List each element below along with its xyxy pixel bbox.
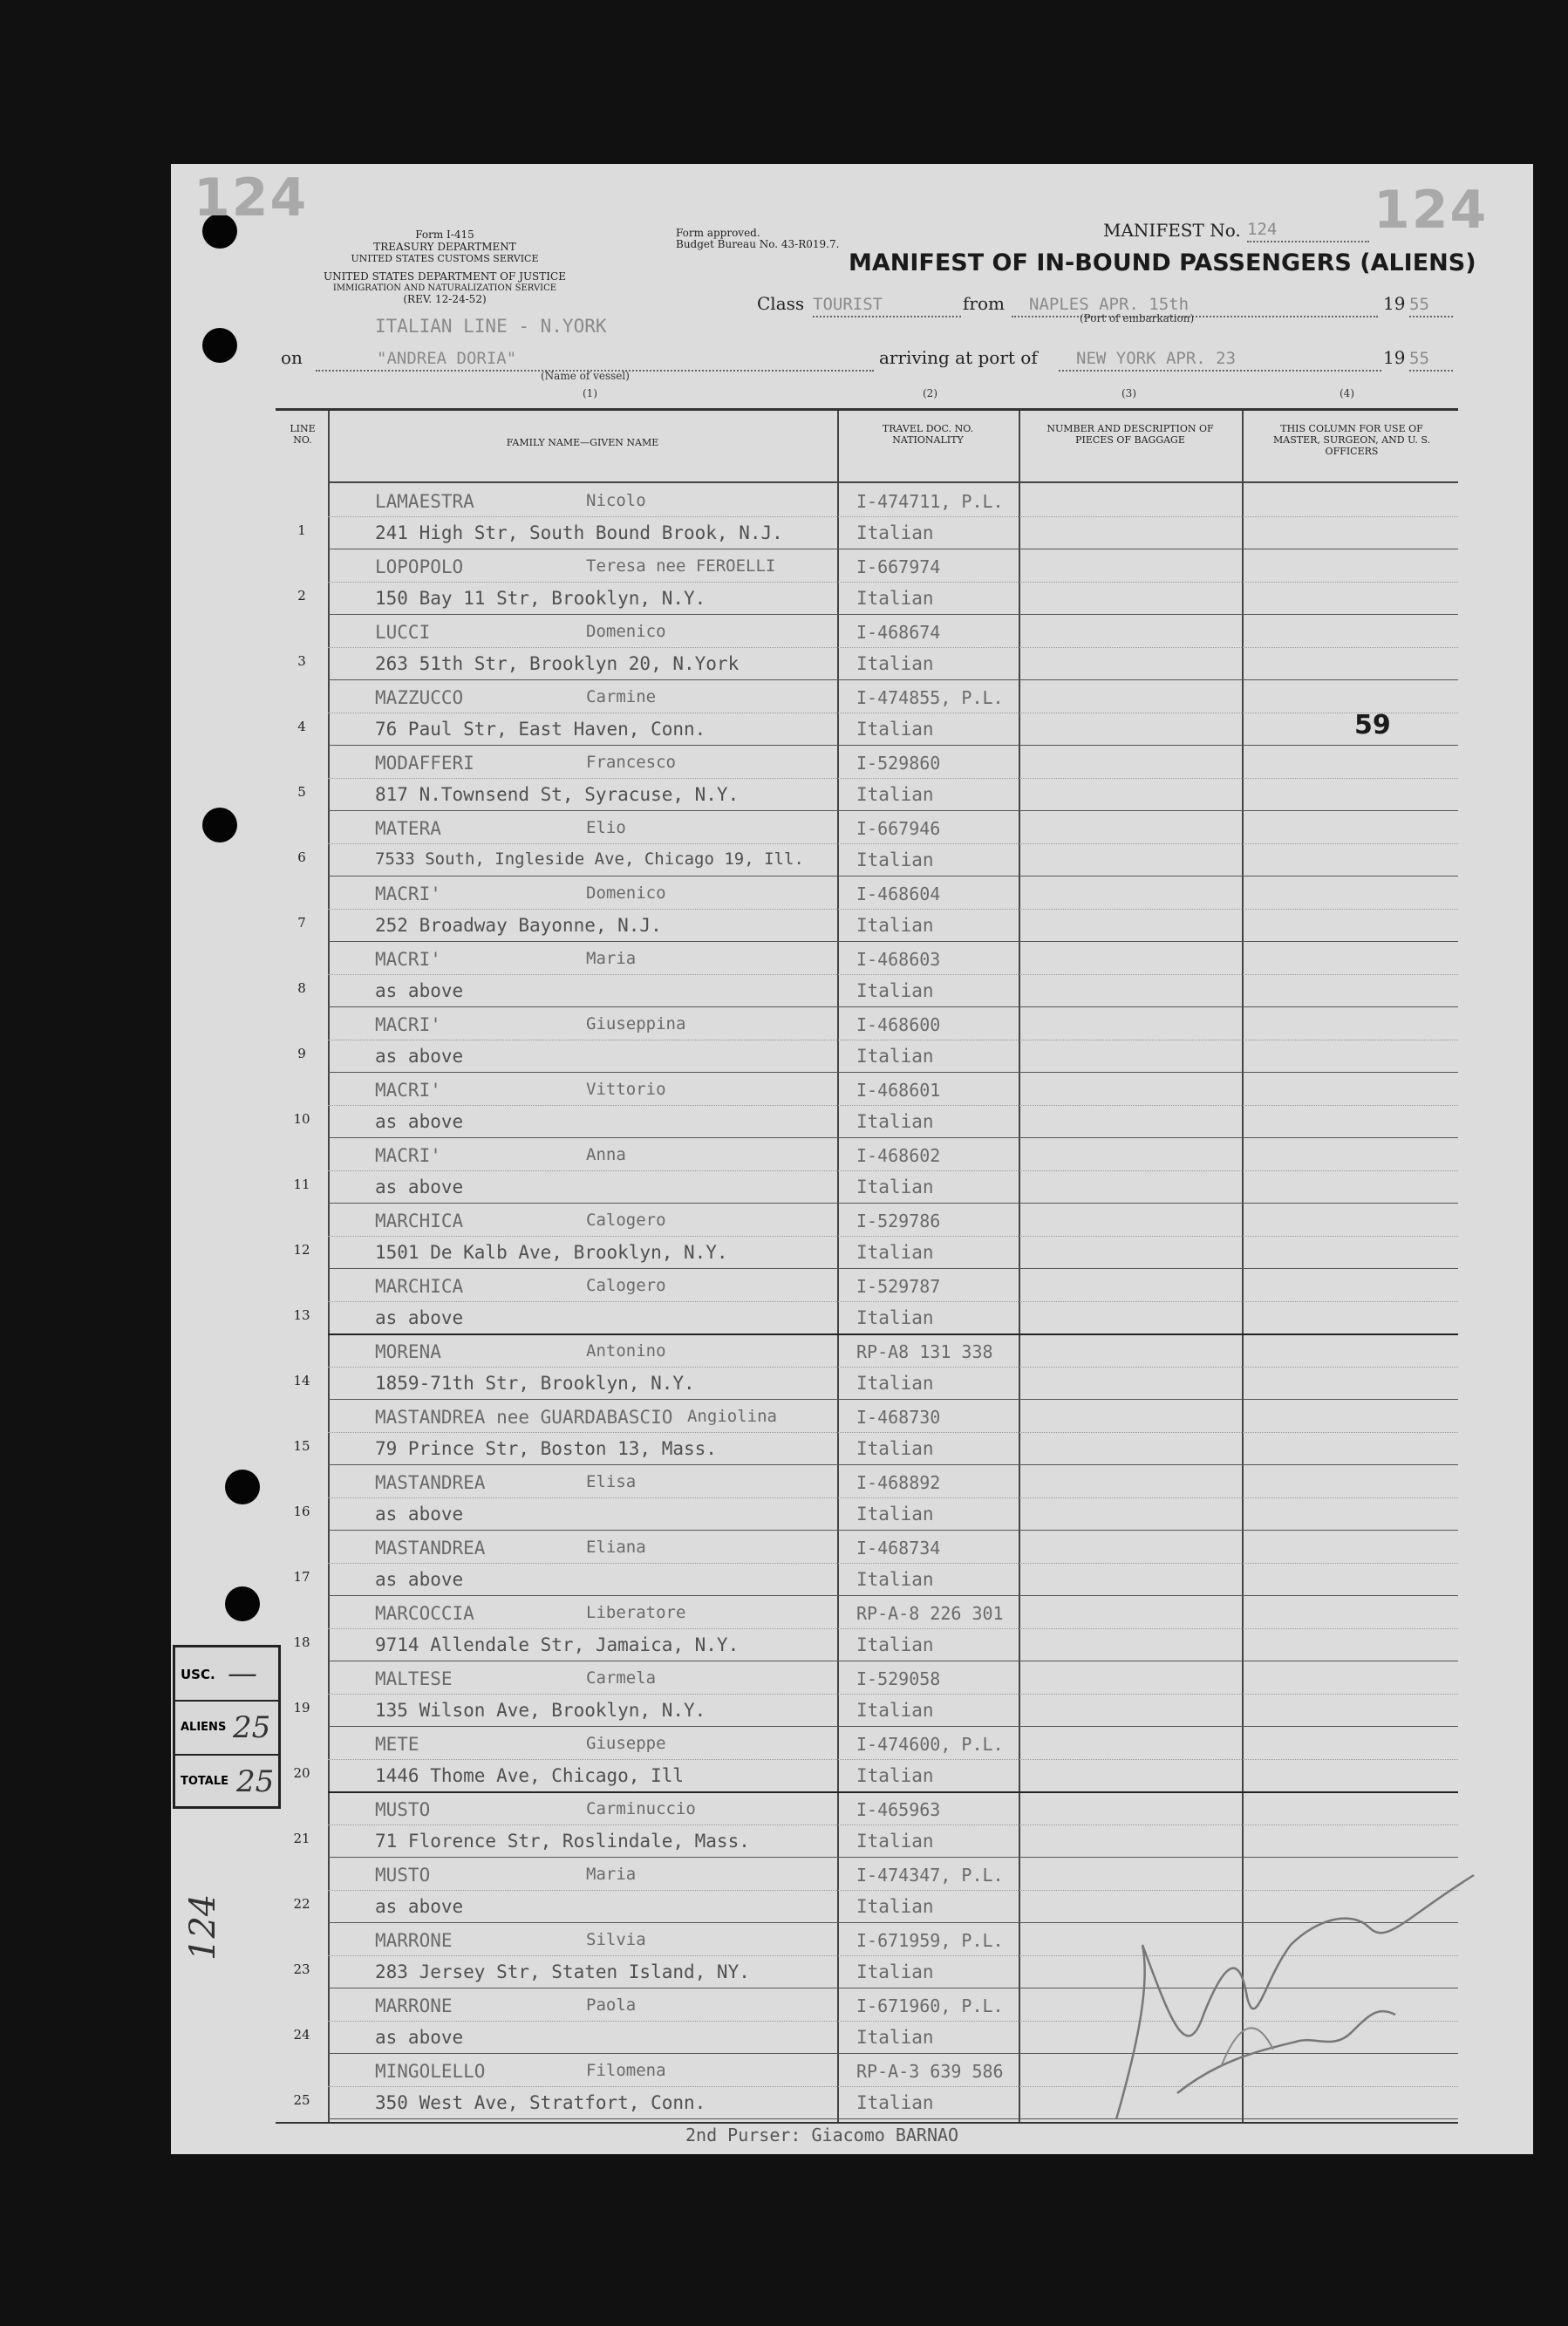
travel-doc-number: I-468600 — [856, 1014, 941, 1035]
line-number: 8 — [297, 980, 306, 996]
given-name: Giuseppe — [586, 1734, 666, 1753]
travel-doc-number: I-474347, P.L. — [856, 1865, 1004, 1886]
address: 1501 De Kalb Ave, Brooklyn, N.Y. — [375, 1242, 728, 1263]
nationality: Italian — [856, 1177, 934, 1197]
family-name: MASTANDREA — [375, 1472, 486, 1493]
manifest-title: MANIFEST OF IN-BOUND PASSENGERS (ALIENS) — [849, 249, 1476, 276]
nationality: Italian — [856, 1373, 934, 1394]
table-row — [276, 877, 1458, 942]
table-row — [276, 1531, 1458, 1596]
row-guide — [328, 1628, 1458, 1629]
line-number: 18 — [293, 1634, 310, 1650]
from-label: from — [963, 293, 1005, 314]
line-number: 23 — [293, 1961, 310, 1977]
family-name: MAZZUCCO — [375, 687, 464, 708]
family-name: MARCOCCIA — [375, 1603, 474, 1624]
family-name: MUSTO — [375, 1799, 431, 1820]
family-name: LOPOPOLO — [375, 556, 464, 577]
address: 1859-71th Str, Brooklyn, N.Y. — [375, 1373, 695, 1394]
given-name: Maria — [586, 1865, 637, 1884]
table-row — [276, 615, 1458, 680]
header-travel-doc: TRAVEL DOC. NO. NATIONALITY — [882, 423, 974, 446]
nationality: Italian — [856, 522, 934, 543]
address: 252 Broadway Bayonne, N.J. — [375, 915, 662, 936]
nationality: Italian — [856, 1569, 934, 1590]
nationality: Italian — [856, 1046, 934, 1067]
line-number: 1 — [297, 522, 306, 538]
travel-doc-number: I-474600, P.L. — [856, 1734, 1004, 1755]
address: 7533 South, Ingleside Ave, Chicago 19, Ill. — [375, 849, 804, 869]
nationality: Italian — [856, 1896, 934, 1917]
travel-doc-number: I-529860 — [856, 753, 941, 774]
table-row — [276, 484, 1458, 549]
nationality: Italian — [856, 1307, 934, 1328]
line-number: 12 — [293, 1242, 310, 1258]
family-name: MORENA — [375, 1341, 441, 1362]
manifest-number-field — [1247, 220, 1369, 242]
row-guide — [328, 843, 1458, 844]
from-field — [1012, 295, 1378, 317]
column-number-1: (1) — [583, 387, 597, 399]
treasury-department: TREASURY DEPARTMENT — [373, 241, 516, 253]
address: 350 West Ave, Stratfort, Conn. — [375, 2092, 706, 2113]
table-row — [276, 1334, 1458, 1400]
nationality: Italian — [856, 1111, 934, 1132]
family-name: MACRI' — [375, 949, 441, 970]
stamp-number-right: 124 — [1374, 180, 1489, 241]
travel-doc-number: I-468602 — [856, 1145, 941, 1166]
line-number: 11 — [293, 1177, 310, 1192]
address: 1446 Thome Ave, Chicago, Ill — [375, 1765, 685, 1786]
family-name: MODAFFERI — [375, 753, 474, 774]
row-guide — [328, 1301, 1458, 1302]
nationality: Italian — [856, 588, 934, 609]
row-guide — [328, 974, 1458, 975]
customs-service: UNITED STATES CUSTOMS SERVICE — [351, 253, 539, 264]
form-approved: Form approved. — [676, 227, 760, 239]
from-value: NAPLES APR. 15th — [1029, 295, 1190, 314]
line-number: 21 — [293, 1831, 310, 1846]
line-number: 17 — [293, 1569, 310, 1585]
table-row — [276, 1596, 1458, 1661]
family-name: MATERA — [375, 818, 441, 839]
nationality: Italian — [856, 1700, 934, 1721]
address: as above — [375, 1111, 464, 1132]
nationality: Italian — [856, 2027, 934, 2048]
aliens-label: ALIENS — [181, 1721, 227, 1734]
vessel-value: "ANDREA DORIA" — [377, 349, 517, 368]
travel-doc-number: I-468730 — [856, 1407, 941, 1428]
given-name: Paola — [586, 1995, 637, 2015]
travel-doc-number: I-465963 — [856, 1799, 941, 1820]
punch-hole — [225, 1470, 260, 1504]
address: as above — [375, 980, 464, 1001]
address: as above — [375, 1307, 464, 1328]
table-row — [276, 811, 1458, 877]
aliens-row — [175, 1702, 278, 1756]
inspector-signature — [1090, 1840, 1483, 2137]
line-number: 4 — [297, 719, 306, 734]
row-guide — [328, 1432, 1458, 1433]
class-field — [813, 295, 961, 317]
family-name: MINGOLELLO — [375, 2061, 486, 2082]
address: as above — [375, 1177, 464, 1197]
on-label: on — [281, 347, 303, 368]
header-officers: THIS COLUMN FOR USE OF MASTER, SURGEON, AND U. S. OFFICERS — [1272, 423, 1430, 457]
family-name: MASTANDREA — [375, 1538, 486, 1559]
given-name: Angiolina — [687, 1407, 777, 1426]
nationality: Italian — [856, 1765, 934, 1786]
family-name: MASTANDREA nee GUARDABASCIO — [375, 1407, 673, 1428]
year-field — [1409, 295, 1453, 317]
family-name: MARCHICA — [375, 1211, 464, 1231]
given-name: Giuseppina — [586, 1014, 686, 1033]
address: 150 Bay 11 Str, Brooklyn, N.Y. — [375, 588, 706, 609]
travel-doc-number: I-468604 — [856, 883, 941, 904]
travel-doc-number: I-529786 — [856, 1211, 941, 1231]
class-value: TOURIST — [813, 295, 883, 314]
travel-doc-number: I-474711, P.L. — [856, 491, 1004, 512]
row-guide — [328, 1759, 1458, 1760]
nationality: Italian — [856, 1242, 934, 1263]
given-name: Calogero — [586, 1276, 666, 1295]
manifest-number-label: MANIFEST No. — [1103, 220, 1241, 241]
address: 241 High Str, South Bound Brook, N.J. — [375, 522, 783, 543]
given-name: Maria — [586, 949, 637, 968]
travel-doc-number: I-468734 — [856, 1538, 941, 1559]
line-number: 15 — [293, 1438, 310, 1454]
row-guide — [328, 909, 1458, 910]
address: as above — [375, 1896, 464, 1917]
travel-doc-number: I-667946 — [856, 818, 941, 839]
nationality: Italian — [856, 653, 934, 674]
given-name: Nicolo — [586, 491, 646, 510]
travel-doc-number: I-529058 — [856, 1668, 941, 1689]
travel-doc-number: I-474855, P.L. — [856, 687, 1004, 708]
line-number: 19 — [293, 1700, 310, 1716]
row-guide — [328, 1367, 1458, 1368]
punch-hole — [202, 328, 237, 363]
line-number: 10 — [293, 1111, 310, 1127]
nationality: Italian — [856, 1504, 934, 1525]
header-family-name: FAMILY NAME—GIVEN NAME — [506, 437, 659, 448]
family-name: LAMAESTRA — [375, 491, 474, 512]
table-row — [276, 1269, 1458, 1334]
column-number-4: (4) — [1340, 387, 1354, 399]
family-name: LUCCI — [375, 622, 431, 643]
address: 71 Florence Str, Roslindale, Mass. — [375, 1831, 750, 1852]
travel-doc-number: I-667974 — [856, 556, 941, 577]
family-name: MACRI' — [375, 1014, 441, 1035]
line-number: 22 — [293, 1896, 310, 1912]
address: 135 Wilson Ave, Brooklyn, N.Y. — [375, 1700, 706, 1721]
nationality: Italian — [856, 719, 934, 740]
address: as above — [375, 2027, 464, 2048]
punch-hole — [202, 808, 237, 842]
line-number: 5 — [297, 784, 306, 800]
line-number: 2 — [297, 588, 306, 604]
given-name: Francesco — [586, 753, 676, 772]
form-number: Form I-415 — [415, 229, 474, 241]
travel-doc-number: RP-A-3 639 586 — [856, 2061, 1004, 2082]
header-baggage: NUMBER AND DESCRIPTION OF PIECES OF BAGGAGE — [1046, 423, 1214, 446]
given-name: Vittorio — [586, 1080, 666, 1099]
nationality: Italian — [856, 915, 934, 936]
table-row — [276, 1204, 1458, 1269]
table-row — [276, 1661, 1458, 1727]
line-number: 20 — [293, 1765, 310, 1781]
given-name: Anna — [586, 1145, 626, 1164]
totals-box — [173, 1645, 281, 1809]
family-name: MUSTO — [375, 1865, 431, 1886]
table-row — [276, 942, 1458, 1007]
given-name: Elio — [586, 818, 626, 837]
header-rule — [328, 481, 1458, 483]
given-name: Elisa — [586, 1472, 637, 1491]
nationality: Italian — [856, 849, 934, 870]
row-guide — [328, 778, 1458, 779]
table-row — [276, 1465, 1458, 1531]
manifest-number-value: 124 — [1247, 220, 1278, 239]
year-label: 19 — [1383, 293, 1406, 314]
family-name: MACRI' — [375, 1145, 441, 1166]
nationality: Italian — [856, 784, 934, 805]
year2-value: 55 — [1409, 349, 1429, 368]
family-name: MACRI' — [375, 883, 441, 904]
family-name: METE — [375, 1734, 419, 1755]
table-row — [276, 1073, 1458, 1138]
travel-doc-number: I-671959, P.L. — [856, 1930, 1004, 1951]
address: 283 Jersey Str, Staten Island, NY. — [375, 1961, 750, 1982]
family-name: MARRONE — [375, 1995, 453, 2016]
travel-doc-number: I-468892 — [856, 1472, 941, 1493]
purser-signature-line: 2nd Purser: Giacomo BARNAO — [685, 2125, 959, 2145]
row-guide — [328, 516, 1458, 517]
given-name: Liberatore — [586, 1603, 686, 1622]
given-name: Carminuccio — [586, 1799, 696, 1818]
arriving-field — [1059, 349, 1381, 372]
punch-hole — [225, 1586, 260, 1621]
given-name: Teresa nee FEROELLI — [586, 556, 776, 576]
row-guide — [328, 1694, 1458, 1695]
address: 79 Prince Str, Boston 13, Mass. — [375, 1438, 717, 1459]
line-name: ITALIAN LINE - N.YORK — [375, 316, 607, 337]
given-name: Silvia — [586, 1930, 646, 1949]
travel-doc-number: I-468603 — [856, 949, 941, 970]
family-name: MARCHICA — [375, 1276, 464, 1297]
line-number: 25 — [293, 2092, 310, 2108]
usc-value: — — [228, 1656, 257, 1691]
header-line-no: LINE NO. — [290, 423, 316, 446]
given-name: Domenico — [586, 622, 666, 641]
travel-doc-number: RP-A-8 226 301 — [856, 1603, 1004, 1624]
department-of-justice: UNITED STATES DEPARTMENT OF JUSTICE — [324, 270, 566, 283]
budget-bureau: Budget Bureau No. 43-R019.7. — [676, 238, 840, 250]
officer-note: 59 — [1354, 710, 1391, 740]
stamp-number-left: 124 — [194, 167, 309, 229]
class-label: Class — [757, 293, 805, 314]
line-number: 16 — [293, 1504, 310, 1519]
arriving-value: NEW YORK APR. 23 — [1076, 349, 1237, 368]
row-guide — [328, 1170, 1458, 1171]
row-guide — [328, 647, 1458, 648]
address: as above — [375, 1046, 464, 1067]
nationality: Italian — [856, 1634, 934, 1655]
row-guide — [328, 1497, 1458, 1498]
table-row — [276, 680, 1458, 746]
table-row — [276, 549, 1458, 615]
address: 817 N.Townsend St, Syracuse, N.Y. — [375, 784, 740, 805]
arriving-label: arriving at port of — [879, 347, 1038, 368]
total-row — [175, 1756, 278, 1808]
family-name: MARRONE — [375, 1930, 453, 1951]
nationality: Italian — [856, 2092, 934, 2113]
given-name: Eliana — [586, 1538, 646, 1557]
line-number: 9 — [297, 1046, 306, 1061]
family-name: MALTESE — [375, 1668, 453, 1689]
nationality: Italian — [856, 980, 934, 1001]
column-number-2: (2) — [923, 387, 937, 399]
year2-field — [1409, 349, 1453, 372]
table-row — [276, 1138, 1458, 1204]
table-row — [276, 746, 1458, 811]
table-row — [276, 1400, 1458, 1465]
nationality: Italian — [856, 1961, 934, 1982]
address: as above — [375, 1569, 464, 1590]
line-number: 13 — [293, 1307, 310, 1323]
nationality: Italian — [856, 1438, 934, 1459]
given-name: Calogero — [586, 1211, 666, 1230]
given-name: Domenico — [586, 883, 666, 903]
margin-handwritten-number: 124 — [183, 1893, 223, 1961]
row-guide — [328, 582, 1458, 583]
total-label: TOTALE — [181, 1775, 229, 1788]
row-guide — [328, 1236, 1458, 1237]
line-number: 24 — [293, 2027, 310, 2043]
travel-doc-number: I-529787 — [856, 1276, 941, 1297]
given-name: Carmela — [586, 1668, 657, 1688]
total-value: 25 — [236, 1764, 275, 1799]
family-name: MACRI' — [375, 1080, 441, 1101]
year-label-2: 19 — [1383, 347, 1406, 368]
line-number: 3 — [297, 653, 306, 669]
line-number: 7 — [297, 915, 306, 931]
address: 76 Paul Str, East Haven, Conn. — [375, 719, 706, 740]
revision-date: (REV. 12-24-52) — [403, 293, 487, 305]
line-number: 14 — [293, 1373, 310, 1388]
nationality: Italian — [856, 1831, 934, 1852]
aliens-value: 25 — [233, 1710, 271, 1745]
table-row — [276, 1007, 1458, 1073]
address: 263 51th Str, Brooklyn 20, N.York — [375, 653, 740, 674]
row-guide — [328, 1563, 1458, 1564]
line-number: 6 — [297, 849, 306, 865]
usc-row — [175, 1647, 278, 1702]
travel-doc-number: I-468601 — [856, 1080, 941, 1101]
ins-service: IMMIGRATION AND NATURALIZATION SERVICE — [332, 283, 557, 293]
column-number-3: (3) — [1121, 387, 1136, 399]
table-row — [276, 1727, 1458, 1792]
address: as above — [375, 1504, 464, 1525]
row-guide — [328, 1105, 1458, 1106]
usc-label: USC. — [181, 1667, 215, 1682]
given-name: Carmine — [586, 687, 657, 706]
port-embarkation-caption: (Port of embarkation) — [1080, 312, 1195, 324]
given-name: Filomena — [586, 2061, 666, 2080]
address: 9714 Allendale Str, Jamaica, N.Y. — [375, 1634, 740, 1655]
travel-doc-number: I-468674 — [856, 622, 941, 643]
travel-doc-number: I-671960, P.L. — [856, 1995, 1004, 2016]
vessel-caption: (Name of vessel) — [541, 370, 630, 382]
travel-doc-number: RP-A8 131 338 — [856, 1341, 993, 1362]
vessel-field — [316, 349, 874, 372]
year-value: 55 — [1409, 295, 1429, 314]
given-name: Antonino — [586, 1341, 666, 1361]
